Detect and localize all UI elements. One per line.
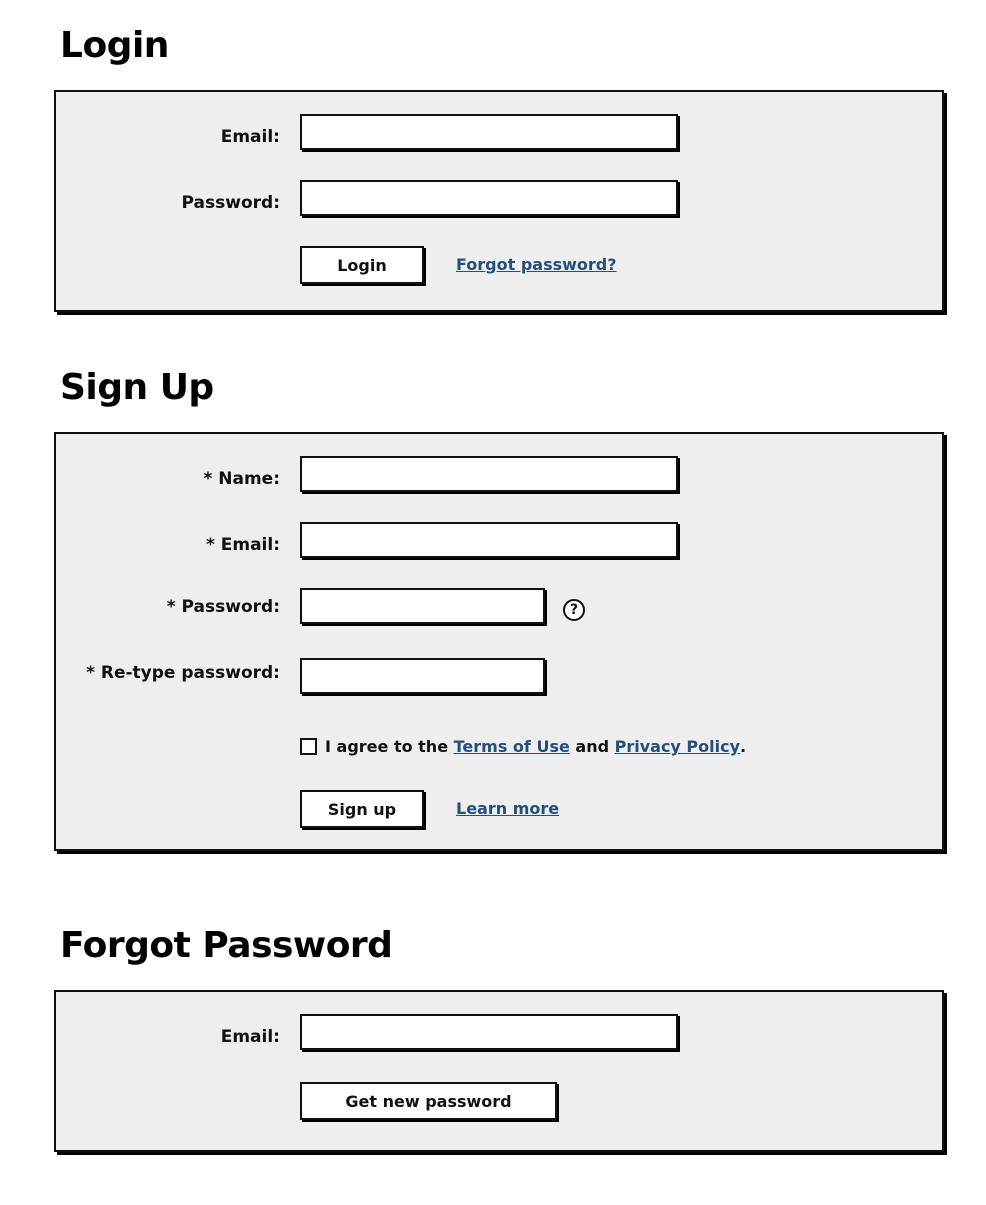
login-password-input[interactable] bbox=[300, 180, 678, 216]
forgot-title: Forgot Password bbox=[60, 925, 393, 966]
forgot-panel bbox=[54, 990, 944, 1152]
forgot-email-label: Email: bbox=[220, 1027, 280, 1047]
forgot-email-input[interactable] bbox=[300, 1014, 678, 1050]
signup-email-label: * Email: bbox=[205, 535, 280, 555]
signup-password-input[interactable] bbox=[300, 588, 545, 624]
signup-panel bbox=[54, 432, 944, 851]
learn-more-link[interactable]: Learn more bbox=[456, 799, 560, 818]
terms-of-use-link[interactable]: Terms of Use bbox=[453, 737, 570, 756]
signup-name-input[interactable] bbox=[300, 456, 678, 492]
agree-and-text: and bbox=[575, 737, 610, 756]
password-help-icon[interactable] bbox=[563, 599, 585, 621]
signup-retype-input[interactable] bbox=[300, 658, 545, 694]
signup-retype-label: * Re-type password: bbox=[86, 663, 280, 683]
agree-prefix-text: I agree to the bbox=[325, 737, 449, 756]
login-email-input[interactable] bbox=[300, 114, 678, 150]
login-panel bbox=[54, 90, 944, 312]
privacy-policy-link[interactable]: Privacy Policy bbox=[614, 737, 741, 756]
login-button[interactable]: Login bbox=[300, 246, 424, 284]
agree-suffix-text: . bbox=[740, 737, 747, 756]
get-new-password-button[interactable]: Get new password bbox=[300, 1082, 557, 1120]
login-password-label: Password: bbox=[181, 193, 280, 213]
signup-button[interactable]: Sign up bbox=[300, 790, 424, 828]
agree-row bbox=[300, 737, 746, 756]
signup-password-label: * Password: bbox=[166, 597, 280, 617]
help-icon-glyph: ? bbox=[569, 602, 579, 618]
login-email-label: Email: bbox=[220, 127, 280, 147]
forgot-password-link[interactable]: Forgot password? bbox=[456, 255, 617, 274]
signup-name-label: * Name: bbox=[203, 469, 280, 489]
signup-email-input[interactable] bbox=[300, 522, 678, 558]
agree-checkbox[interactable] bbox=[300, 738, 317, 755]
signup-title: Sign Up bbox=[60, 367, 214, 408]
login-title: Login bbox=[60, 25, 169, 66]
